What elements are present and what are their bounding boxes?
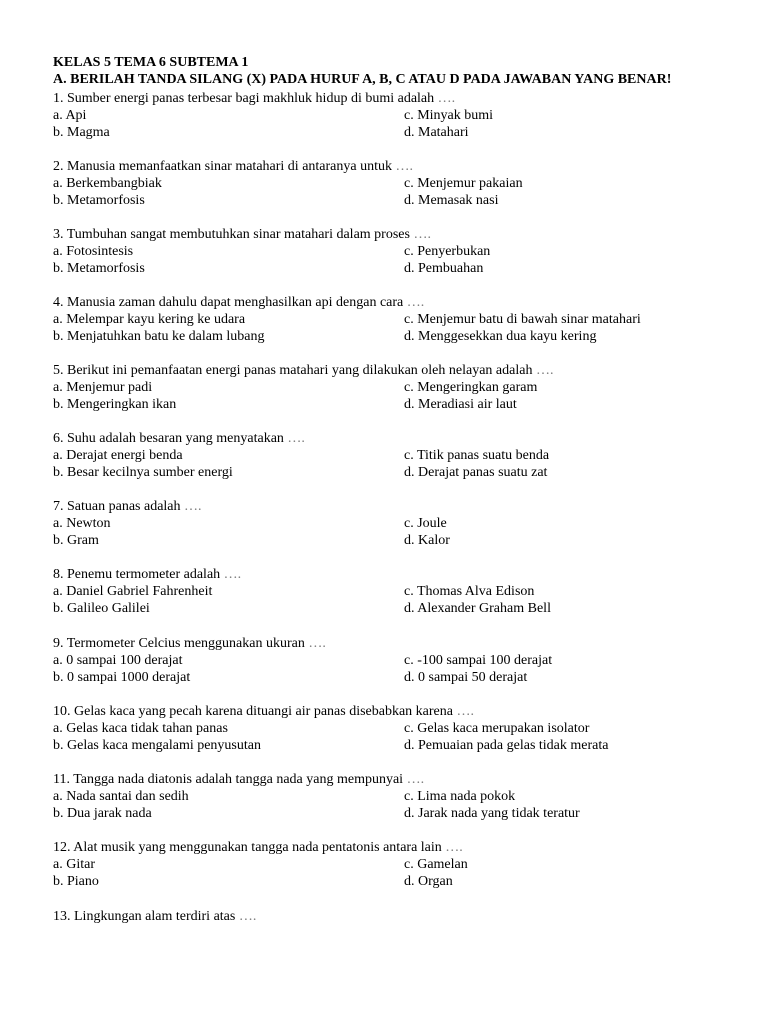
option-c: c. Minyak bumi <box>404 108 494 123</box>
answer-blank: …. <box>184 499 202 514</box>
option-b: b. Gram <box>53 533 99 548</box>
option-d: d. Organ <box>404 874 453 889</box>
question-stem: 4. Manusia zaman dahulu dapat menghasilkan api dengan cara …. <box>53 295 425 310</box>
question-13 <box>53 908 733 925</box>
option-d: d. Pembuahan <box>404 261 484 276</box>
option-d: d. Derajat panas suatu zat <box>404 465 548 480</box>
question-stem: 11. Tangga nada diatonis adalah tangga nada yang mempunyai …. <box>53 772 425 787</box>
option-a: a. Api <box>53 108 87 123</box>
option-b: b. 0 sampai 1000 derajat <box>53 670 191 685</box>
option-a: a. Gitar <box>53 857 95 872</box>
option-c: c. -100 sampai 100 derajat <box>404 653 553 668</box>
option-c: c. Gamelan <box>404 857 468 872</box>
question-7 <box>53 498 733 549</box>
question-3 <box>53 226 733 277</box>
option-c: c. Thomas Alva Edison <box>404 584 535 599</box>
option-d: d. Memasak nasi <box>404 193 499 208</box>
question-stem: 7. Satuan panas adalah …. <box>53 499 202 514</box>
question-8 <box>53 566 733 617</box>
option-a: a. Derajat energi benda <box>53 448 183 463</box>
answer-blank: …. <box>238 909 257 924</box>
option-c: c. Joule <box>404 516 447 531</box>
option-b: b. Menjatuhkan batu ke dalam lubang <box>53 329 265 344</box>
question-stem: 3. Tumbuhan sangat membutuhkan sinar matahari dalam proses …. <box>53 227 431 242</box>
option-a: a. Daniel Gabriel Fahrenheit <box>53 584 213 599</box>
option-c: c. Titik panas suatu benda <box>404 448 550 463</box>
option-d: d. Matahari <box>404 125 469 140</box>
option-b: b. Dua jarak nada <box>53 806 152 821</box>
worksheet-header <box>53 54 671 88</box>
question-stem: 10. Gelas kaca yang pecah karena dituangi air panas disebabkan karena …. <box>53 704 474 719</box>
option-b: b. Magma <box>53 125 110 140</box>
answer-blank: …. <box>287 431 305 446</box>
option-d: d. 0 sampai 50 derajat <box>404 670 528 685</box>
question-stem: 5. Berikut ini pemanfaatan energi panas matahari yang dilakukan oleh nelayan adalah …. <box>53 363 554 378</box>
section-instruction: A. BERILAH TANDA SILANG (X) PADA HURUF A, B, C ATAU D PADA JAWABAN YANG BENAR! <box>53 72 672 87</box>
answer-blank: …. <box>445 840 463 855</box>
option-b: b. Piano <box>53 874 99 889</box>
option-a: a. Menjemur padi <box>53 380 153 395</box>
answer-blank: …. <box>406 295 425 310</box>
answer-blank: …. <box>223 567 242 582</box>
question-2 <box>53 158 733 209</box>
option-b: b. Metamorfosis <box>53 193 145 208</box>
question-stem: 8. Penemu termometer adalah …. <box>53 567 242 582</box>
option-a: a. Gelas kaca tidak tahan panas <box>53 721 228 736</box>
answer-blank: …. <box>535 363 554 378</box>
option-c: c. Gelas kaca merupakan isolator <box>404 721 590 736</box>
option-c: c. Menjemur batu di bawah sinar matahari <box>404 312 641 327</box>
answer-blank: …. <box>395 159 413 174</box>
question-stem: 13. Lingkungan alam terdiri atas …. <box>53 909 257 924</box>
option-d: d. Menggesekkan dua kayu kering <box>404 329 597 344</box>
question-6 <box>53 430 733 481</box>
question-11 <box>53 771 733 822</box>
option-d: d. Jarak nada yang tidak teratur <box>404 806 580 821</box>
question-9 <box>53 635 733 686</box>
question-stem: 9. Termometer Celcius menggunakan ukuran …. <box>53 636 326 651</box>
question-stem: 1. Sumber energi panas terbesar bagi makhluk hidup di bumi adalah …. <box>53 91 456 106</box>
answer-blank: …. <box>413 227 431 242</box>
question-stem: 6. Suhu adalah besaran yang menyatakan …. <box>53 431 305 446</box>
option-b: b. Mengeringkan ikan <box>53 397 177 412</box>
option-d: d. Alexander Graham Bell <box>404 601 551 616</box>
option-a: a. 0 sampai 100 derajat <box>53 653 183 668</box>
option-d: d. Pemuaian pada gelas tidak merata <box>404 738 609 753</box>
answer-blank: …. <box>406 772 425 787</box>
question-1 <box>53 90 733 141</box>
question-stem: 2. Manusia memanfaatkan sinar matahari di antaranya untuk …. <box>53 159 413 174</box>
answer-blank: …. <box>308 636 326 651</box>
answer-blank: …. <box>456 704 474 719</box>
option-c: c. Mengeringkan garam <box>404 380 538 395</box>
answer-blank: …. <box>437 91 456 106</box>
question-12 <box>53 839 733 890</box>
option-d: d. Kalor <box>404 533 450 548</box>
option-c: c. Penyerbukan <box>404 244 491 259</box>
option-b: b. Gelas kaca mengalami penyusutan <box>53 738 261 753</box>
option-a: a. Melempar kayu kering ke udara <box>53 312 246 327</box>
question-4 <box>53 294 733 345</box>
option-a: a. Fotosintesis <box>53 244 134 259</box>
option-b: b. Besar kecilnya sumber energi <box>53 465 233 480</box>
option-b: b. Metamorfosis <box>53 261 145 276</box>
question-stem: 12. Alat musik yang menggunakan tangga nada pentatonis antara lain …. <box>53 840 463 855</box>
option-b: b. Galileo Galilei <box>53 601 150 616</box>
class-title: KELAS 5 TEMA 6 SUBTEMA 1 <box>53 55 249 70</box>
option-c: c. Lima nada pokok <box>404 789 516 804</box>
question-5 <box>53 362 733 413</box>
option-a: a. Nada santai dan sedih <box>53 789 189 804</box>
option-d: d. Meradiasi air laut <box>404 397 517 412</box>
option-a: a. Berkembangbiak <box>53 176 162 191</box>
option-c: c. Menjemur pakaian <box>404 176 523 191</box>
option-a: a. Newton <box>53 516 111 531</box>
question-10 <box>53 703 733 754</box>
